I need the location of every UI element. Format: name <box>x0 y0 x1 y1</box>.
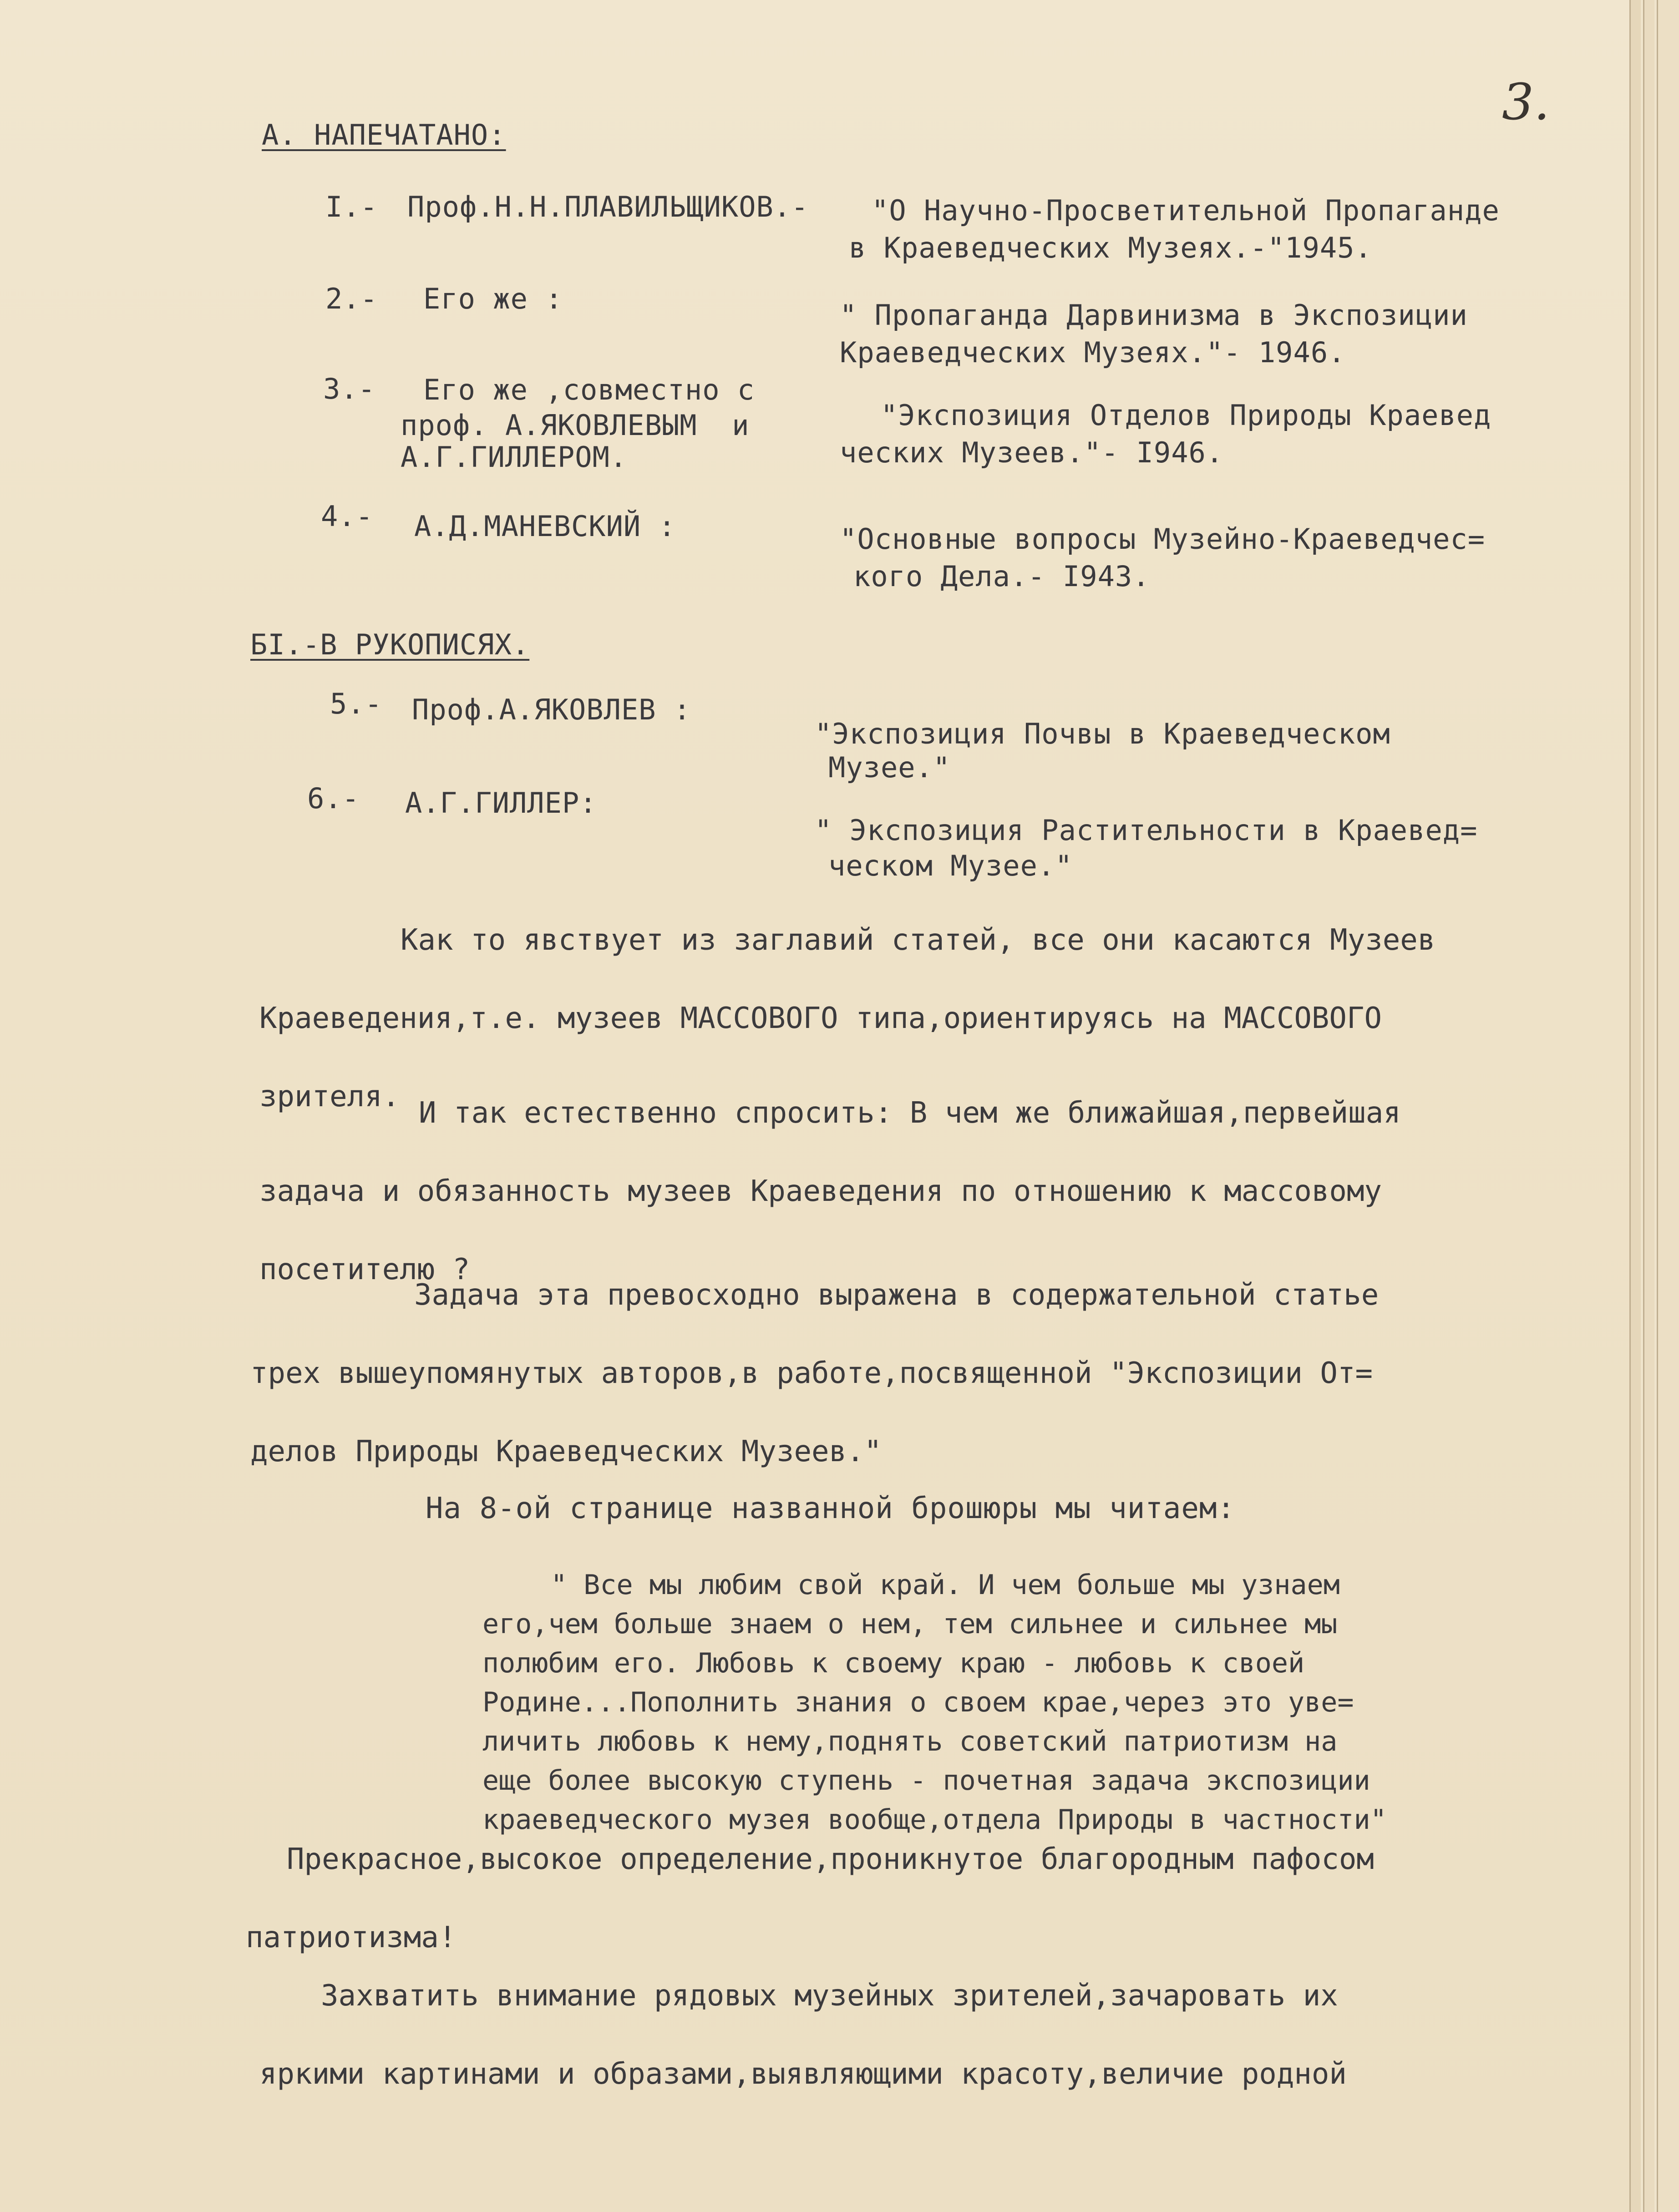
item-3-author-line-1: Его же ,совместно с <box>423 373 755 406</box>
item-6-title-line-1: " Экспозиция Растительности в Краевед= <box>815 814 1478 847</box>
item-1-author: Проф.Н.Н.ПЛАВИЛЬЩИКОВ.- <box>407 190 809 223</box>
paragraph-3 <box>250 1256 1593 1491</box>
item-3-title-line-2: ческих Музеев."- I946. <box>840 436 1224 469</box>
item-6-title-line-2: ческом Музее." <box>828 849 1073 882</box>
item-3-author-line-3: А.Г.ГИЛЛЕРОМ. <box>401 440 628 474</box>
item-3-number: 3.- <box>323 372 375 405</box>
quote-line-6: еще более высокую ступень - почетная задача экспозиции <box>482 1765 1370 1797</box>
page-number: 3. <box>1502 73 1550 131</box>
item-5-title-line-1: "Экспозиция Почвы в Краеведческом <box>815 717 1390 750</box>
section-a-heading: А. НАПЕЧАТАНО: <box>262 118 506 152</box>
quote-line-1: " Все мы любим свой край. И чем больше мы узнаем <box>551 1569 1340 1601</box>
quote-line-5: личить любовь к нему,поднять советский патриотизм на <box>482 1726 1338 1757</box>
quote-line-2: его,чем больше знаем о нем, тем сильнее и сильнее мы <box>482 1608 1338 1640</box>
paragraph-1-line-1: Как то явствует из заглавий статей, все они касаются Музеев <box>401 923 1436 957</box>
paragraph-6-line-2: яркими картинами и образами,выявляющими красоту,величие родной <box>259 2057 1347 2091</box>
item-4-title-line-1: "Основные вопросы Музейно-Краеведчес= <box>840 522 1486 556</box>
quote-line-3: полюбим его. Любовь к своему краю - любовь к своей <box>482 1647 1305 1679</box>
paragraph-1-line-2: Краеведения,т.е. музеев МАССОВОГО типа,ориентируясь на МАССОВОГО <box>259 1002 1382 1035</box>
page-edge-2 <box>1643 0 1654 2212</box>
paragraph-2-line-3: посетителю ? <box>259 1253 470 1286</box>
item-2-title-line-2: Краеведческих Музеях."- 1946. <box>840 336 1346 369</box>
item-2-number: 2.- <box>325 282 378 315</box>
item-6-author: А.Г.ГИЛЛЕР: <box>405 786 597 820</box>
paragraph-3-line-1: Задача эта превосходно выражена в содержательной статье <box>414 1278 1379 1312</box>
paragraph-1-line-3: зрителя. <box>259 1080 400 1114</box>
page-edge-3 <box>1657 0 1679 2212</box>
item-4-author: А.Д.МАНЕВСКИЙ : <box>414 510 676 543</box>
item-3-author-line-2: проф. А.ЯКОВЛЕВЫМ и <box>401 409 750 442</box>
item-5-number: 5.- <box>330 687 382 720</box>
paragraph-6 <box>259 1957 1602 2113</box>
paragraph-5-line-2: патриотизма! <box>246 1921 457 1954</box>
item-4-number: 4.- <box>321 500 373 533</box>
item-1-title-line-1: "О Научно-Просветительной Пропаганде <box>872 194 1500 227</box>
quote-line-7: краеведческого музея вообще,отдела Природы в частности" <box>482 1804 1387 1836</box>
item-1-title-line-2: в Краеведческих Музеях.-"1945. <box>849 231 1372 264</box>
paragraph-2-line-2: задача и обязанность музеев Краеведения по отношению к массовому <box>259 1174 1382 1208</box>
paragraph-4: На 8-ой странице названной брошюры мы читаем: <box>426 1492 1235 1525</box>
paragraph-6-line-1: Захватить внимание рядовых музейных зрителей,зачаровать их <box>321 1979 1338 2013</box>
item-4-title-line-2: кого Дела.- I943. <box>853 560 1150 593</box>
item-2-author: Его же : <box>423 282 563 315</box>
paragraph-3-line-2: трех вышеупомянутых авторов,в работе,посвященной "Экспозиции От= <box>250 1357 1373 1390</box>
paragraph-3-line-3: делов Природы Краеведческих Музеев." <box>250 1435 882 1468</box>
item-5-author: Проф.А.ЯКОВЛЕВ : <box>412 693 691 726</box>
item-2-title-line-1: " Пропаганда Дарвинизма в Экспозиции <box>840 299 1468 332</box>
paragraph-5 <box>246 1820 1588 1977</box>
paragraph-5-line-1: Прекрасное,высокое определение,проникнутое благородным пафосом <box>287 1842 1374 1876</box>
quote-line-4: Родине...Пополнить знания о своем крае,через это уве= <box>482 1686 1354 1718</box>
item-5-title-line-2: Музее." <box>828 751 951 784</box>
paragraph-2-line-1: И так естественно спросить: В чем же ближайшая,первейшая <box>419 1096 1401 1130</box>
item-3-title-line-1: "Экспозиция Отделов Природы Краевед <box>881 399 1491 432</box>
section-b-heading: БI.-В РУКОПИСЯХ. <box>250 628 530 661</box>
block-quote <box>482 1565 1575 1839</box>
item-1-number: I.- <box>325 190 378 223</box>
page-edge-1 <box>1629 0 1641 2212</box>
item-6-number: 6.- <box>307 782 360 815</box>
